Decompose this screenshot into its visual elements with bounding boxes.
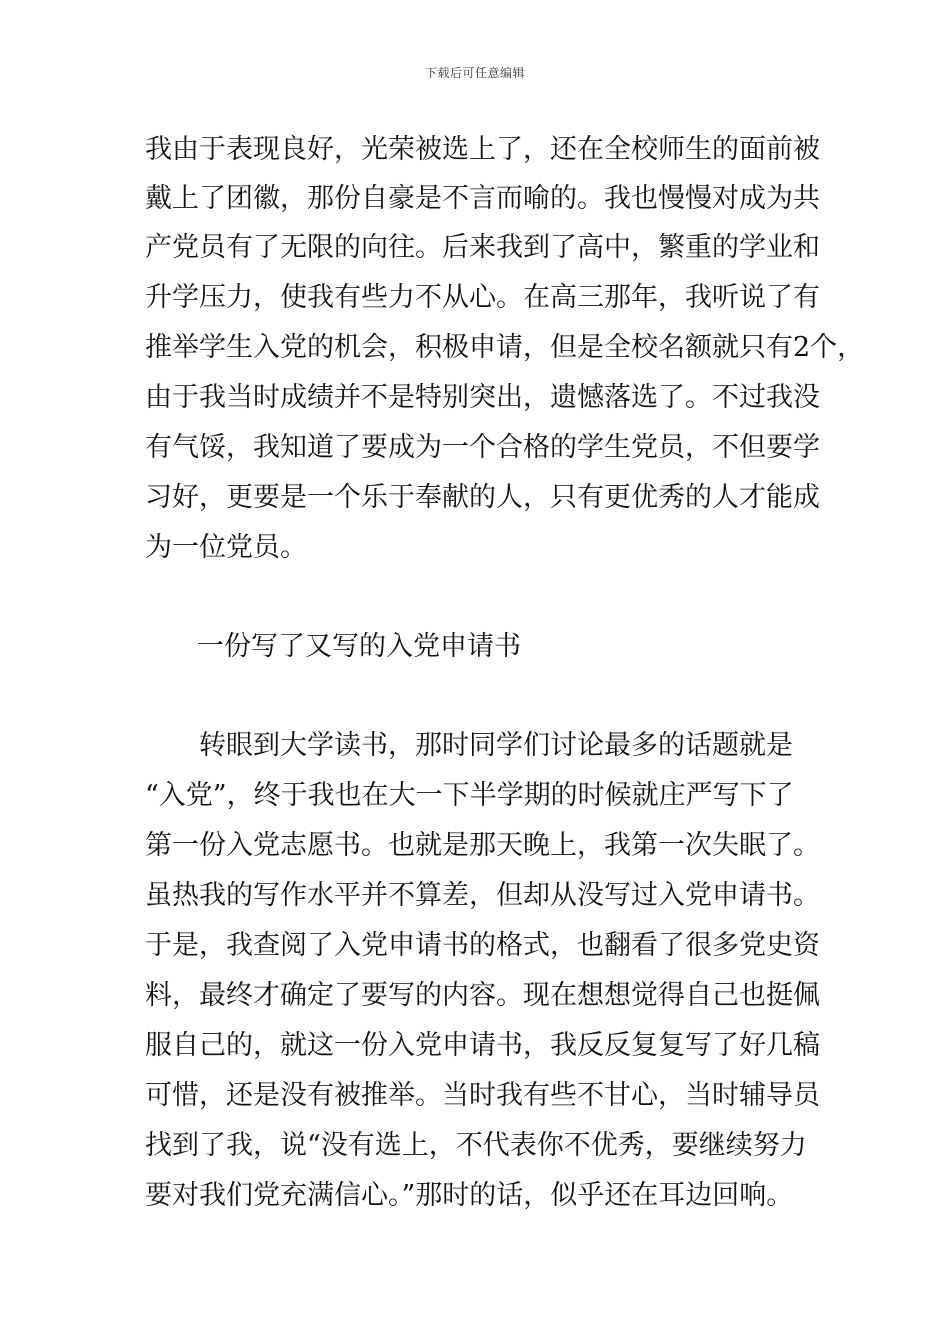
text-line: 由于我当时成绩并不是特别突出，遗憾落选了。不过我没 xyxy=(145,382,820,413)
text-line: 转眼到大学读书，那时同学们讨论最多的话题就是 xyxy=(199,730,793,761)
text-line: 为一位党员。 xyxy=(145,532,307,563)
text-line: 有气馁，我知道了要成为一个合格的学生党员，不但要学 xyxy=(145,432,820,463)
section-heading: 一份写了又写的入党申请书 xyxy=(197,631,521,662)
text-line: 于是，我查阅了入党申请书的格式，也翻看了很多党史资 xyxy=(145,930,820,961)
text-line: 虽热我的写作水平并不算差，但却从没写过入党申请书。 xyxy=(145,880,820,911)
text-line: 推举学生入党的机会，积极申请，但是全校名额就只有2个， xyxy=(145,332,865,363)
text-line: 料，最终才确定了要写的内容。现在想想觉得自己也挺佩 xyxy=(145,980,820,1011)
text-line: 我由于表现良好，光荣被选上了，还在全校师生的面前被 xyxy=(145,134,820,165)
text-line: 习好，更要是一个乐于奉献的人，只有更优秀的人才能成 xyxy=(145,482,820,513)
text-line: 可惜，还是没有被推举。当时我有些不甘心，当时辅导员 xyxy=(145,1080,820,1111)
page-header: 下载后可任意编辑 xyxy=(424,66,525,80)
text-line: 产党员有了无限的向往。后来我到了高中，繁重的学业和 xyxy=(145,232,820,263)
text-line: “入党”，终于我也在大一下半学期的时候就庄严写下了 xyxy=(145,780,794,811)
text-line: 第一份入党志愿书。也就是那天晚上，我第一次失眠了。 xyxy=(145,830,820,861)
text-line: 戴上了团徽，那份自豪是不言而喻的。我也慢慢对成为共 xyxy=(145,183,820,214)
text-line: 升学压力，使我有些力不从心。在高三那年，我听说了有 xyxy=(145,282,820,313)
text-line: 要对我们党充满信心。”那时的话，似乎还在耳边回响。 xyxy=(145,1180,794,1211)
text-line: 找到了我，说“没有选上，不代表你不优秀，要继续努力 xyxy=(145,1130,807,1161)
text-line: 服自己的，就这一份入党申请书，我反反复复写了好几稿 xyxy=(145,1030,820,1061)
